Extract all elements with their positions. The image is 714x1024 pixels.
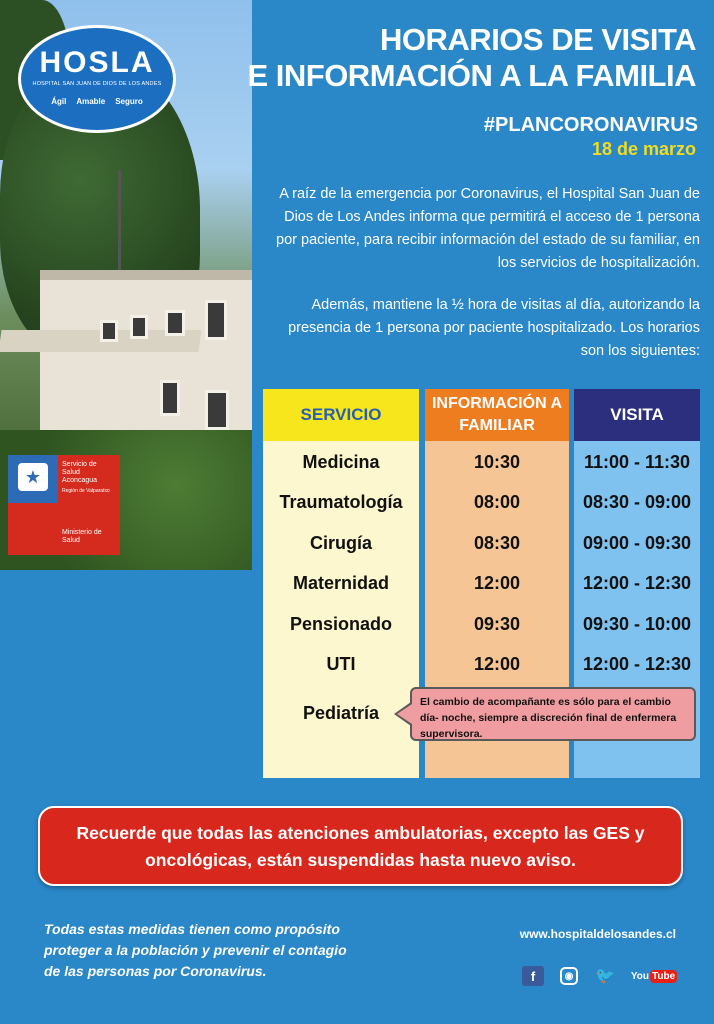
logo-value: Seguro xyxy=(115,97,143,106)
footer-line-1: Todas estas medidas tienen como propósito xyxy=(44,921,340,937)
youtube-you: You xyxy=(630,970,649,982)
footer-line-3: de las personas por Coronavirus. xyxy=(44,963,267,979)
banner-line-1: Recuerde que todas las atenciones ambulatorias, excepto las GES y xyxy=(76,823,645,843)
visit-cell: 08:30 - 09:00 xyxy=(582,491,692,512)
twitter-icon[interactable]: 🐦 xyxy=(595,968,615,985)
hosla-logo xyxy=(18,25,176,133)
ministry-badge xyxy=(8,455,120,555)
website-link[interactable]: www.hospitaldelosandes.cl xyxy=(519,927,676,941)
logo-values xyxy=(21,97,173,106)
title-line-2: E INFORMACIÓN A LA FAMILIA xyxy=(247,58,696,93)
logo-name: HOSLA xyxy=(39,46,155,79)
intro-paragraph: A raíz de la emergencia por Coronavirus, el Hospital San Juan de Dios de Los Andes informa que permitirá el acceso de 1 persona por paciente, para recibir información del estado de su familiar, en los servicios de hospitalización. xyxy=(276,186,700,271)
ministry-service: Servicio de Salud Aconcagua xyxy=(62,461,98,484)
hashtag: #PLANCORONAVIRUS xyxy=(483,114,698,136)
service-cell: Pediatría xyxy=(302,702,380,723)
info-cell: 09:30 xyxy=(473,613,521,634)
service-cell: UTI xyxy=(326,653,356,674)
info-cell: 10:30 xyxy=(473,451,521,472)
footer-message xyxy=(44,919,394,982)
facebook-icon[interactable]: f xyxy=(522,966,544,986)
date: 18 de marzo xyxy=(591,139,696,159)
logo-value: Amable xyxy=(76,97,106,106)
info-cell: 08:00 xyxy=(473,491,521,512)
instagram-icon[interactable]: ◉ xyxy=(560,967,578,985)
ministry-region: Región de Valparaíso xyxy=(62,488,110,494)
schedule-paragraph: Además, mantiene la ½ hora de visitas al día, autorizando la presencia de 1 persona por paciente hospitalizado. Los horarios son los siguientes: xyxy=(288,297,700,359)
note-pointer-fill xyxy=(397,704,412,724)
title-line-1: HORARIOS DE VISITA xyxy=(380,22,696,57)
info-cell: 12:00 xyxy=(473,653,521,674)
banner-line-2: oncológicas, están suspendidas hasta nuevo aviso. xyxy=(145,850,576,870)
page-title xyxy=(247,22,696,94)
pediatria-note: El cambio de acompañante es sólo para el cambio día- noche, siempre a discreción final de enfermera supervisora. xyxy=(410,687,696,741)
youtube-tube: Tube xyxy=(652,970,676,982)
logo-subtitle: HOSPITAL SAN JUAN DE DIOS DE LOS ANDES xyxy=(32,81,162,87)
visit-cell: 09:30 - 10:00 xyxy=(582,613,692,634)
logo-value: Ágil xyxy=(51,97,67,106)
visit-cell: 09:00 - 09:30 xyxy=(582,532,692,553)
visit-cell: 12:00 - 12:30 xyxy=(582,653,692,674)
ambulatory-notice-banner xyxy=(38,806,683,886)
visit-header: VISITA xyxy=(574,389,700,441)
info-header: INFORMACIÓN A FAMILIAR xyxy=(425,389,569,441)
service-cell: Medicina xyxy=(302,451,380,472)
social-links xyxy=(522,966,676,986)
visit-cell: 12:00 - 12:30 xyxy=(582,572,692,593)
service-cell: Traumatología xyxy=(279,491,403,512)
youtube-icon[interactable] xyxy=(632,966,676,986)
footer-line-2: proteger a la población y prevenir el contagio xyxy=(44,942,347,958)
visit-cell: 11:00 - 11:30 xyxy=(583,451,691,472)
service-cell: Pensionado xyxy=(289,613,392,634)
service-cell: Maternidad xyxy=(292,572,389,593)
info-cell: 08:30 xyxy=(473,532,521,553)
service-header: SERVICIO xyxy=(263,389,419,441)
ministry-name: Ministerio de Salud xyxy=(62,529,102,544)
service-cell: Cirugía xyxy=(309,532,372,553)
info-cell: 12:00 xyxy=(473,572,521,593)
coat-of-arms-icon: ★ xyxy=(18,463,48,491)
